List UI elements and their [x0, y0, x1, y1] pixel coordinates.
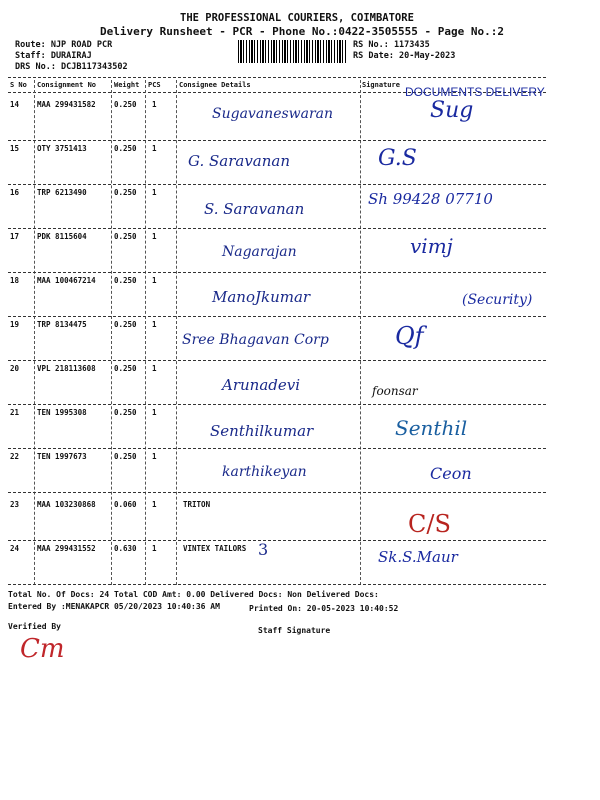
pcs: 1 — [152, 452, 157, 461]
table-row — [0, 96, 600, 140]
signature: foonsar — [372, 384, 418, 398]
pcs: 1 — [152, 188, 157, 197]
table-row — [0, 316, 600, 360]
weight: 0.250 — [114, 232, 137, 241]
handwritten-consignee: G. Saravanan — [188, 152, 290, 170]
handwritten-consignee: ManoJkumar — [212, 288, 311, 306]
handwritten-consignee: Arunadevi — [222, 376, 301, 394]
totals-line: Total No. Of Docs: 24 Total COD Amt: 0.00 Delivered Docs: Non Delivered Docs: — [8, 590, 379, 599]
table-row — [0, 360, 600, 404]
signature: vimj — [410, 234, 453, 258]
handwritten-consignee: Senthilkumar — [210, 422, 314, 440]
signature: Sug — [430, 98, 474, 123]
divider — [8, 77, 546, 78]
table-row — [0, 496, 600, 540]
consignment-no: OTY 3751413 — [37, 144, 87, 153]
verified-by-label: Verified By — [8, 622, 61, 631]
weight: 0.250 — [114, 364, 137, 373]
pcs: 1 — [152, 144, 157, 153]
sno: 23 — [10, 500, 20, 509]
sno: 21 — [10, 408, 20, 417]
table-row — [0, 140, 600, 184]
table-row — [0, 228, 600, 272]
weight: 0.060 — [114, 500, 137, 509]
signature: C/S — [408, 510, 451, 538]
pcs: 1 — [152, 408, 157, 417]
handwritten-consignee: Sree Bhagavan Corp — [182, 332, 329, 348]
sno: 16 — [10, 188, 20, 197]
staff-label: Staff: DURAIRAJ — [15, 51, 92, 61]
handwritten-consignee: karthikeyan — [222, 464, 307, 480]
sno: 24 — [10, 544, 20, 553]
pcs: 1 — [152, 500, 157, 509]
consignee-details: TRITON — [183, 500, 211, 509]
table-row — [0, 540, 600, 584]
sno: 15 — [10, 144, 20, 153]
handwritten-mark: 3 — [258, 540, 269, 559]
weight: 0.250 — [114, 408, 137, 417]
pcs: 1 — [152, 544, 157, 553]
documents-delivery-stamp: DOCUMENTS DELIVERY — [405, 85, 545, 99]
divider — [8, 492, 546, 493]
pcs: 1 — [152, 320, 157, 329]
table-row — [0, 448, 600, 492]
sno: 18 — [10, 276, 20, 285]
weight: 0.250 — [114, 188, 137, 197]
col-weight: Weight — [114, 81, 140, 89]
entered-by: Entered By :MENAKAPCR 05/20/2023 10:40:36 AM — [8, 602, 220, 611]
consignment-no: MAA 299431552 — [37, 544, 96, 553]
weight: 0.250 — [114, 320, 137, 329]
route-label: Route: NJP ROAD PCR — [15, 40, 113, 50]
rs-date: RS Date: 20-May-2023 — [353, 51, 456, 61]
col-sno: S No — [10, 81, 27, 89]
weight: 0.250 — [114, 144, 137, 153]
pcs: 1 — [152, 364, 157, 373]
consignment-no: MAA 100467214 — [37, 276, 96, 285]
handwritten-consignee: S. Saravanan — [204, 200, 305, 218]
signature: Sk.S.Maur — [378, 548, 458, 566]
signature: Sh 99428 07710 — [368, 190, 493, 208]
consignment-no: TEN 1997673 — [37, 452, 87, 461]
table-row — [0, 404, 600, 448]
weight: 0.250 — [114, 452, 137, 461]
verifier-signature: Cm — [20, 634, 65, 664]
consignment-no: VPL 218113608 — [37, 364, 96, 373]
col-signature: Signature — [362, 81, 400, 89]
col-consignment: Consignment No — [37, 81, 97, 89]
consignment-no: TRP 6213490 — [37, 188, 87, 197]
handwritten-consignee: Nagarajan — [222, 244, 297, 260]
sno: 17 — [10, 232, 20, 241]
handwritten-consignee: Sugavaneswaran — [212, 106, 334, 122]
signature: Ceon — [430, 464, 472, 483]
col-pcs: PCS — [148, 81, 161, 89]
staff-signature-label: Staff Signature — [258, 626, 331, 635]
weight: 0.250 — [114, 276, 137, 285]
pcs: 1 — [152, 276, 157, 285]
sno: 22 — [10, 452, 20, 461]
pcs: 1 — [152, 232, 157, 241]
barcode-image — [238, 40, 346, 63]
signature: Senthil — [395, 416, 468, 440]
printed-on: Printed On: 20-05-2023 10:40:52 — [249, 604, 399, 613]
company-name: THE PROFESSIONAL COURIERS, COIMBATORE — [180, 12, 414, 24]
consignment-no: MAA 103230868 — [37, 500, 96, 509]
table-row — [0, 184, 600, 228]
table-row — [0, 272, 600, 316]
consignment-no: TRP 8134475 — [37, 320, 87, 329]
weight: 0.250 — [114, 100, 137, 109]
consignment-no: TEN 1995308 — [37, 408, 87, 417]
sno: 14 — [10, 100, 20, 109]
signature: Qf — [395, 322, 424, 350]
divider — [8, 584, 546, 585]
consignment-no: PDK 8115604 — [37, 232, 87, 241]
signature: (Security) — [462, 292, 533, 308]
weight: 0.630 — [114, 544, 137, 553]
signature: G.S — [378, 146, 417, 171]
sno: 20 — [10, 364, 20, 373]
col-details: Consignee Details — [179, 81, 251, 89]
runsheet-title: Delivery Runsheet - PCR - Phone No.:0422-3505555 - Page No.:2 — [100, 25, 504, 38]
consignee-details: VINTEX TAILORS — [183, 544, 247, 553]
drs-number: DRS No.: DCJB117343502 — [15, 62, 128, 72]
pcs: 1 — [152, 100, 157, 109]
consignment-no: MAA 299431582 — [37, 100, 96, 109]
sno: 19 — [10, 320, 20, 329]
rs-number: RS No.: 1173435 — [353, 40, 430, 50]
